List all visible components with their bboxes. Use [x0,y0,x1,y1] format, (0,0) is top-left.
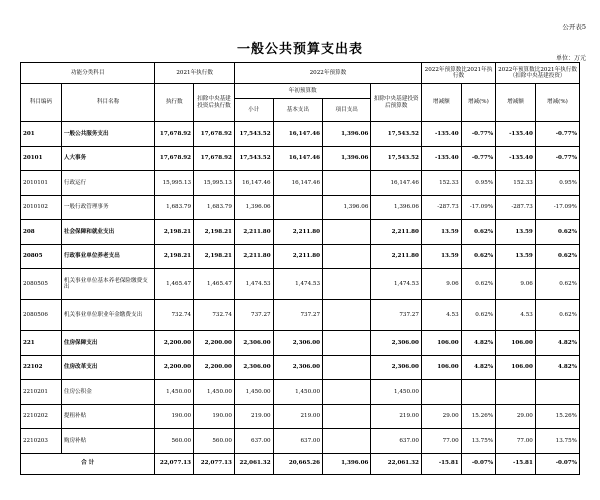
cell-exec: 190.00 [155,404,194,429]
cell-name: 一般行政管理事务 [61,195,155,220]
cell-change-amt-excl: 4.53 [496,300,536,331]
cell-change-amt-excl: -135.40 [496,146,536,171]
cell-name: 机关事业单位职业年金缴费支出 [61,300,155,331]
cell-subtotal: 16,147.46 [234,171,273,196]
cell-budget-excl: 1,396.06 [371,195,422,220]
cell-exec-excl: 2,198.21 [194,220,235,245]
cell-basic: 1,450.00 [273,380,322,405]
cell-change-amt: 4.53 [421,300,461,331]
table-row [21,244,580,269]
cell-change-pct: 0.62% [461,244,495,269]
cell-budget-excl: 2,211.80 [371,220,422,245]
cell-project [323,331,371,356]
table-row [21,220,580,245]
cell-exec: 732.74 [155,300,194,331]
budget-table [20,62,580,475]
cell-budget-excl: 1,474.53 [371,269,422,300]
cell-change-pct-excl: 0.62% [535,220,579,245]
cell-change-pct: 15.26% [461,404,495,429]
cell-project: 1,396.06 [323,195,371,220]
cell-basic [273,195,322,220]
cell-exec: 17,678.92 [155,146,194,171]
cell-exec-excl: 732.74 [194,300,235,331]
cell-change-pct: 0.62% [461,300,495,331]
cell-basic: 16,147.46 [273,146,322,171]
cell-code: 20805 [21,244,62,269]
table-row [21,122,580,147]
cell-change-amt: 106.00 [421,331,461,356]
cell-project: 1,396.06 [323,122,371,147]
cell-subtotal: 17,543.52 [234,146,273,171]
cell-name: 人大事务 [61,146,155,171]
cell-project: 1,396.06 [323,146,371,171]
cell-change-pct-excl: 0.62% [535,244,579,269]
cell-name: 社会保障和就业支出 [61,220,155,245]
cell-project [323,404,371,429]
cell-exec-excl: 15,995.13 [194,171,235,196]
total-label: 合 计 [21,453,155,474]
cell-budget-excl: 17,543.52 [371,122,422,147]
cell-change-amt [421,380,461,405]
cell-subtotal: 1,474.53 [234,269,273,300]
total-row [21,453,580,474]
cell-name: 行政事业单位养老支出 [61,244,155,269]
cell-name: 住房公积金 [61,380,155,405]
cell-code: 2080505 [21,269,62,300]
cell-change-pct: -0.77% [461,122,495,147]
cell-change-amt-excl: -135.40 [496,122,536,147]
cell-exec-excl: 1,450.00 [194,380,235,405]
header-subject-code: 科目编码 [21,84,62,122]
cell-budget-excl: 219.00 [371,404,422,429]
cell-change-pct-excl: 0.62% [535,300,579,331]
cell-name: 行政运行 [61,171,155,196]
cell-change-amt: 77.00 [421,429,461,454]
cell-budget-excl: 637.00 [371,429,422,454]
cell-code: 221 [21,331,62,356]
form-number: 公开表5 [562,23,586,31]
cell-project [323,429,371,454]
table-row [21,269,580,300]
cell-project [323,355,371,380]
total-cell-budget-excl: 22,061.32 [371,453,422,474]
cell-name: 住房保障支出 [61,331,155,356]
cell-budget-excl: 16,147.46 [371,171,422,196]
cell-exec-excl: 190.00 [194,404,235,429]
cell-code: 2210202 [21,404,62,429]
cell-exec-excl: 560.00 [194,429,235,454]
cell-change-pct: -17.09% [461,195,495,220]
table-row [21,380,580,405]
total-cell-project: 1,396.06 [323,453,371,474]
cell-change-amt: -287.73 [421,195,461,220]
cell-code: 2210203 [21,429,62,454]
cell-change-amt-excl: 29.00 [496,404,536,429]
cell-change-pct: 0.62% [461,269,495,300]
cell-project [323,269,371,300]
header-subtotal: 小计 [234,99,273,122]
cell-subtotal: 2,211.80 [234,244,273,269]
cell-change-amt: 9.06 [421,269,461,300]
table-row [21,195,580,220]
cell-change-amt: 152.33 [421,171,461,196]
cell-code: 2010102 [21,195,62,220]
cell-exec: 2,200.00 [155,355,194,380]
cell-subtotal: 17,543.52 [234,122,273,147]
cell-change-amt: 29.00 [421,404,461,429]
header-row-2 [21,84,580,99]
cell-change-pct-excl: 4.82% [535,331,579,356]
cell-exec-excl: 2,200.00 [194,331,235,356]
cell-change-pct-excl [535,380,579,405]
total-cell-exec-excl: 22,077.13 [194,453,235,474]
cell-subtotal: 737.27 [234,300,273,331]
cell-change-amt-excl: 13.59 [496,220,536,245]
cell-change-amt-excl: 9.06 [496,269,536,300]
cell-budget-excl: 2,306.00 [371,355,422,380]
header-func-class: 功能分类科目 [21,63,155,84]
cell-name: 住房改革支出 [61,355,155,380]
cell-code: 22102 [21,355,62,380]
header-budget-excl: 扣除中央基建投资后预算数 [371,84,422,122]
cell-subtotal: 2,306.00 [234,355,273,380]
cell-budget-excl: 1,450.00 [371,380,422,405]
table-row [21,171,580,196]
header-exec-excl: 扣除中央基建投资后执行数 [194,84,235,122]
cell-exec-excl: 2,198.21 [194,244,235,269]
cell-subtotal: 637.00 [234,429,273,454]
cell-budget-excl: 2,306.00 [371,331,422,356]
cell-change-pct-excl: -0.77% [535,122,579,147]
header-subject-name: 科目名称 [61,84,155,122]
cell-change-amt: 13.59 [421,244,461,269]
cell-code: 20101 [21,146,62,171]
cell-basic: 737.27 [273,300,322,331]
cell-exec-excl: 17,678.92 [194,146,235,171]
cell-change-pct: 13.75% [461,429,495,454]
table-row [21,300,580,331]
cell-name: 机关事业单位基本养老保险缴费支出 [61,269,155,300]
cell-subtotal: 2,211.80 [234,220,273,245]
total-cell-basic: 20,665.26 [273,453,322,474]
total-cell-subtotal: 22,061.32 [234,453,273,474]
cell-basic: 637.00 [273,429,322,454]
cell-exec-excl: 17,678.92 [194,122,235,147]
total-cell-exec: 22,077.13 [155,453,194,474]
cell-change-pct: -0.77% [461,146,495,171]
header-budget-2022: 2022年预算数 [234,63,421,84]
cell-change-pct: 4.82% [461,331,495,356]
cell-code: 2210201 [21,380,62,405]
table-row [21,355,580,380]
header-row-1 [21,63,580,84]
cell-project [323,220,371,245]
cell-basic: 219.00 [273,404,322,429]
table-row [21,331,580,356]
cell-subtotal: 2,306.00 [234,331,273,356]
cell-budget-excl: 17,543.52 [371,146,422,171]
cell-project [323,171,371,196]
cell-change-pct [461,380,495,405]
header-compare-excl: 2022年预算数比2021年执行数（扣除中央基建投资） [496,63,580,84]
cell-exec: 2,200.00 [155,331,194,356]
cell-basic: 16,147.46 [273,171,322,196]
header-change-amt: 增减额 [421,84,461,122]
cell-code: 2010101 [21,171,62,196]
cell-code: 2080506 [21,300,62,331]
cell-subtotal: 1,396.06 [234,195,273,220]
cell-change-pct-excl: -0.77% [535,146,579,171]
cell-exec-excl: 2,200.00 [194,355,235,380]
unit-label: 单位：万元 [555,55,586,62]
cell-exec: 560.00 [155,429,194,454]
cell-change-pct-excl: 4.82% [535,355,579,380]
total-cell-pct2: -0.07% [535,453,579,474]
header-compare-exec: 2022年预算数比2021年执行数 [421,63,495,84]
cell-project [323,300,371,331]
cell-exec-excl: 1,683.79 [194,195,235,220]
cell-change-pct: 0.62% [461,220,495,245]
cell-change-amt-excl: 13.59 [496,244,536,269]
total-cell-chg2: -15.81 [496,453,536,474]
cell-code: 208 [21,220,62,245]
cell-subtotal: 219.00 [234,404,273,429]
cell-change-amt-excl: 152.33 [496,171,536,196]
cell-change-amt-excl: 106.00 [496,331,536,356]
cell-exec: 1,450.00 [155,380,194,405]
table-body [21,122,580,475]
cell-exec-excl: 1,465.47 [194,269,235,300]
cell-exec: 17,678.92 [155,122,194,147]
cell-budget-excl: 737.27 [371,300,422,331]
table-row [21,146,580,171]
cell-exec: 15,995.13 [155,171,194,196]
cell-basic: 2,211.80 [273,220,322,245]
cell-project [323,244,371,269]
total-cell-pct: -0.07% [461,453,495,474]
cell-change-amt: 106.00 [421,355,461,380]
cell-name: 购房补贴 [61,429,155,454]
cell-change-amt-excl: -287.73 [496,195,536,220]
cell-change-amt: -135.40 [421,122,461,147]
header-initial-budget: 年初预算数 [234,84,370,99]
cell-exec: 1,465.47 [155,269,194,300]
header-change-amt-excl: 增减额 [496,84,536,122]
cell-change-amt: 13.59 [421,220,461,245]
cell-exec: 2,198.21 [155,244,194,269]
cell-change-amt: -135.40 [421,146,461,171]
total-cell-chg: -15.81 [421,453,461,474]
cell-change-amt-excl: 77.00 [496,429,536,454]
cell-subtotal: 1,450.00 [234,380,273,405]
header-change-pct: 增减(%) [461,84,495,122]
table-row [21,404,580,429]
cell-change-amt-excl [496,380,536,405]
cell-budget-excl: 2,211.80 [371,244,422,269]
cell-change-pct: 4.82% [461,355,495,380]
cell-exec: 2,198.21 [155,220,194,245]
cell-basic: 2,306.00 [273,355,322,380]
cell-code: 201 [21,122,62,147]
header-exec-num: 执行数 [155,84,194,122]
cell-change-pct-excl: 0.62% [535,269,579,300]
cell-name: 一般公共服务支出 [61,122,155,147]
cell-basic: 2,306.00 [273,331,322,356]
cell-basic: 1,474.53 [273,269,322,300]
cell-change-pct-excl: -17.09% [535,195,579,220]
header-basic: 基本支出 [273,99,322,122]
cell-exec: 1,683.79 [155,195,194,220]
cell-change-pct-excl: 0.95% [535,171,579,196]
cell-change-pct: 0.95% [461,171,495,196]
cell-name: 提租补贴 [61,404,155,429]
cell-change-amt-excl: 106.00 [496,355,536,380]
header-exec-2021: 2021年执行数 [155,63,235,84]
cell-basic: 2,211.80 [273,244,322,269]
cell-change-pct-excl: 15.26% [535,404,579,429]
cell-project [323,380,371,405]
header-project: 项目支出 [323,99,371,122]
page-title: 一般公共预算支出表 [236,42,363,57]
cell-change-pct-excl: 13.75% [535,429,579,454]
cell-basic: 16,147.46 [273,122,322,147]
header-change-pct-excl: 增减(%) [535,84,579,122]
table-row [21,429,580,454]
